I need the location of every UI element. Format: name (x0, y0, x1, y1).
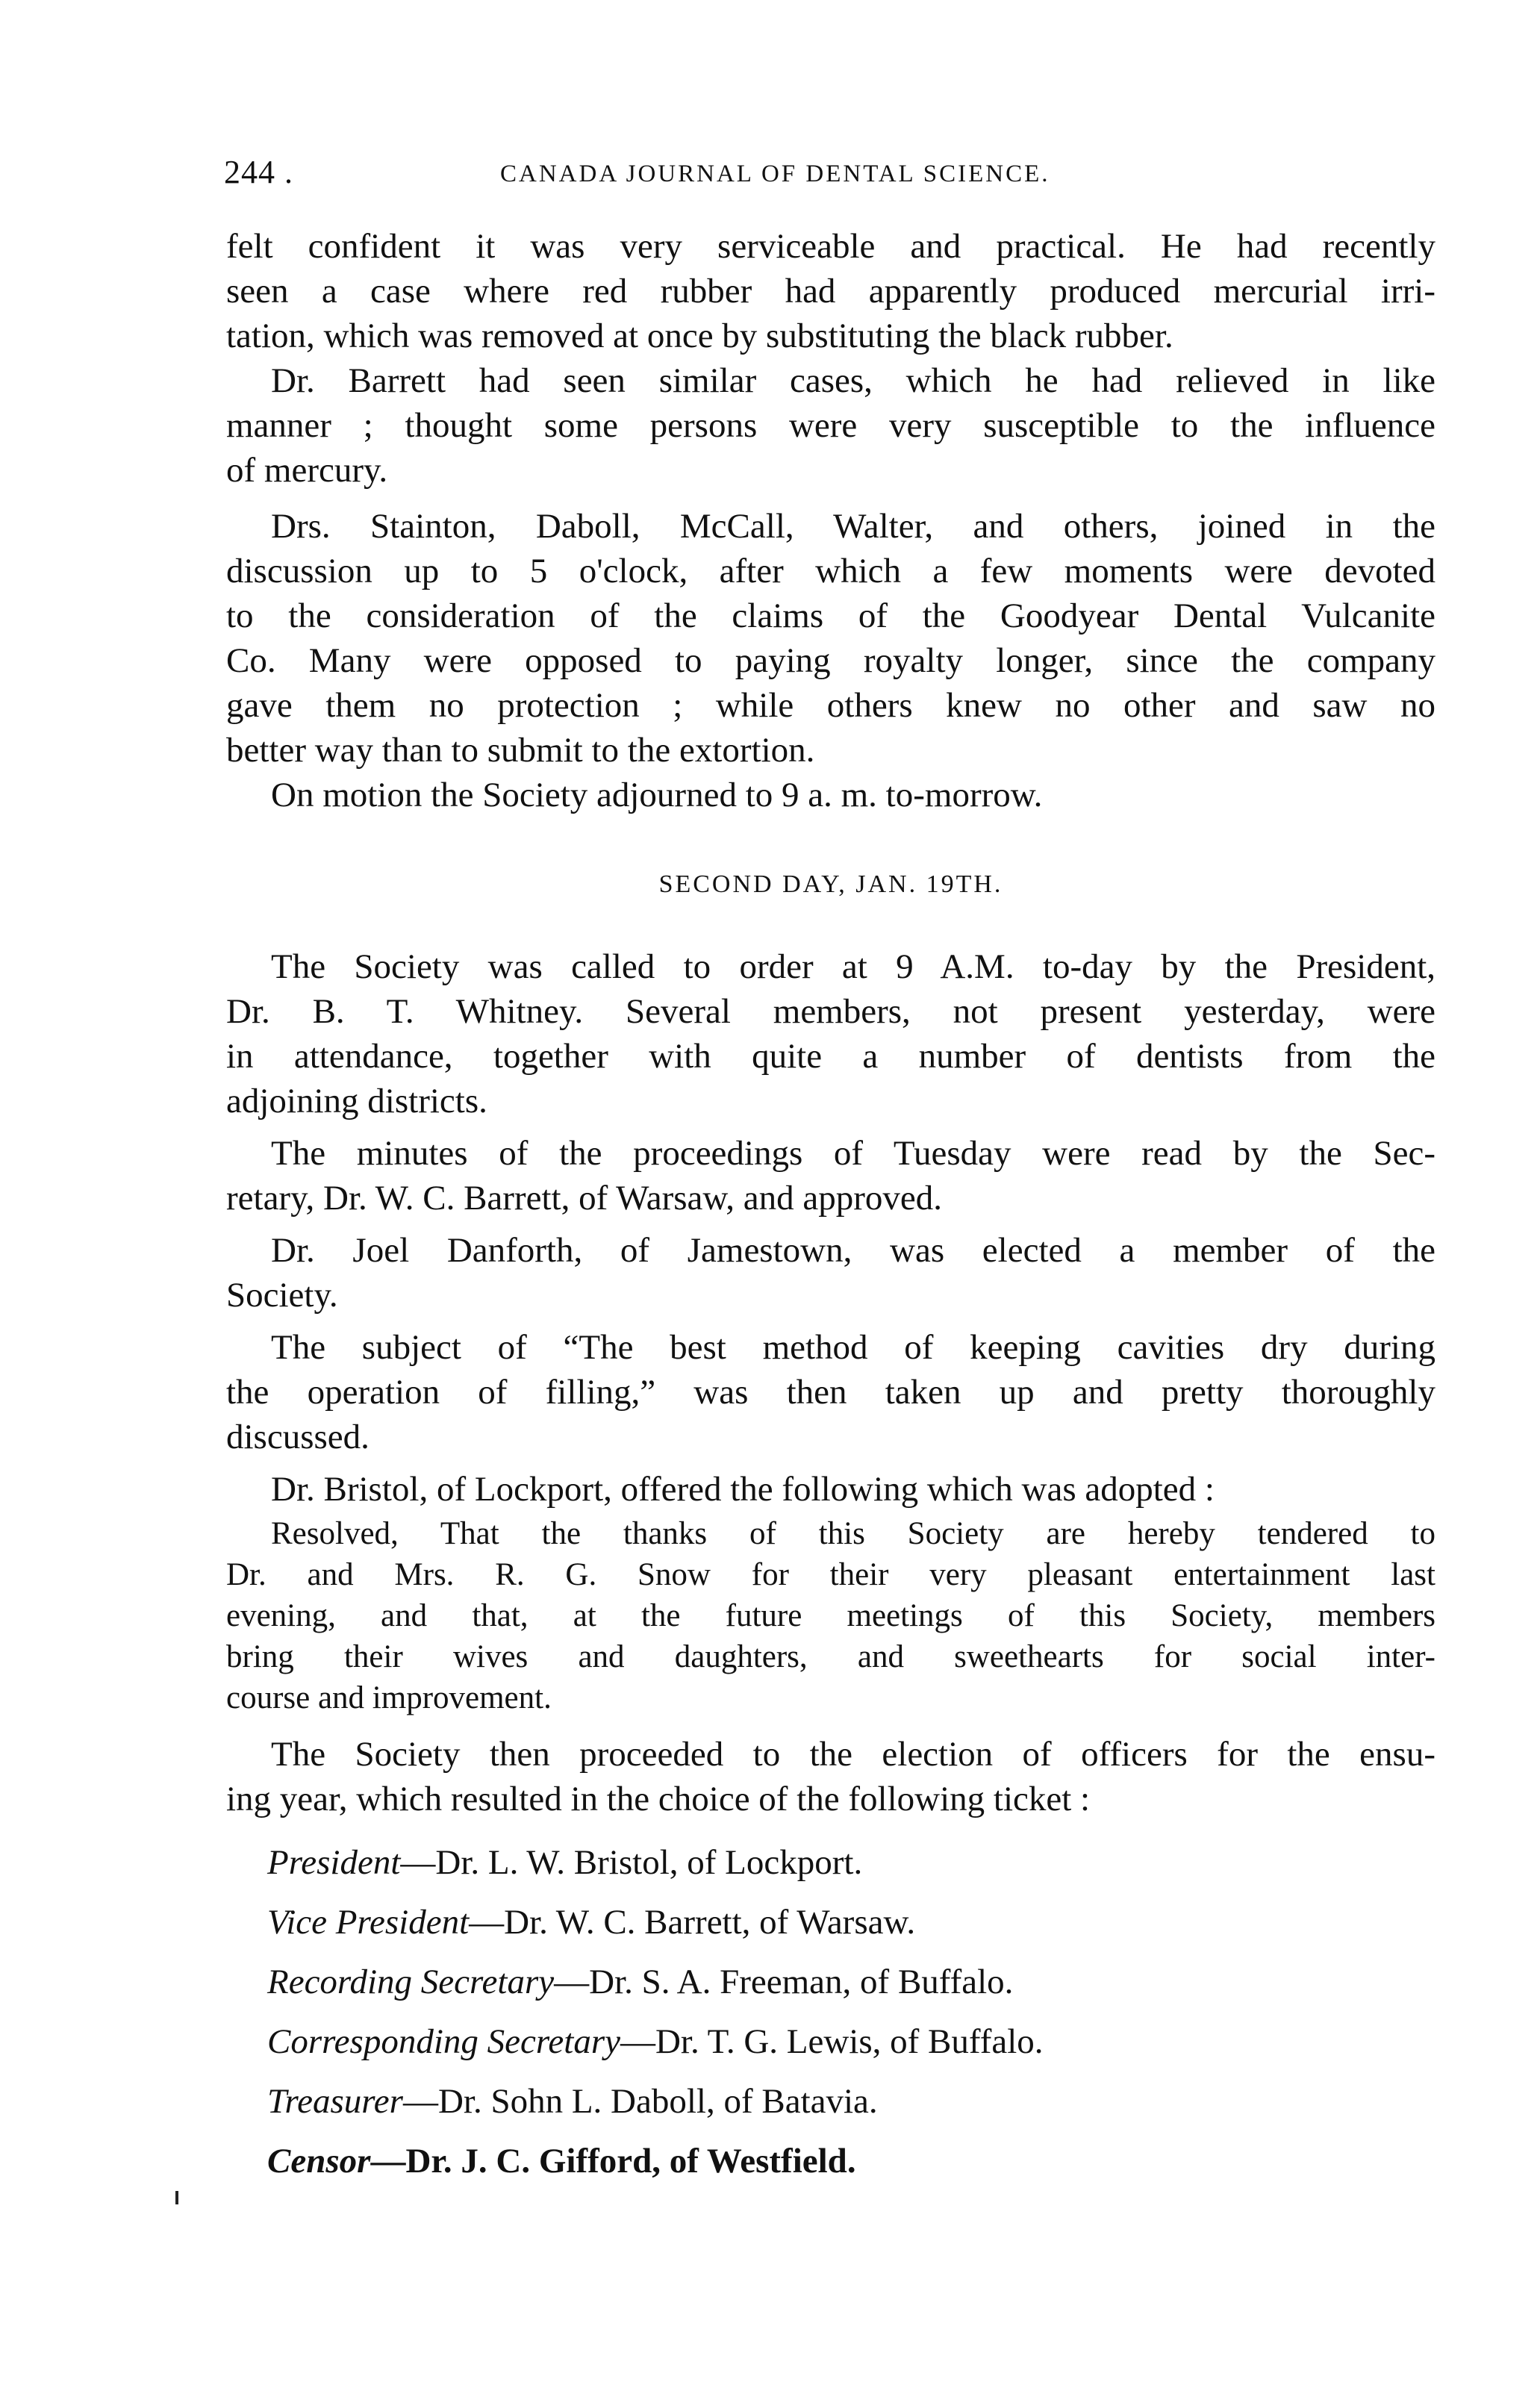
resolution-line: evening, and that, at the future meetings of this Society, members (226, 1598, 1435, 1633)
paragraph-line: discussed. (226, 1418, 370, 1456)
resolution-line: Dr. and Mrs. R. G. Snow for their very pleasant entertainment last (226, 1557, 1435, 1592)
paragraph-line: seen a case where red rubber had apparently produced mercurial irri- (226, 272, 1435, 311)
paragraph-line: in attendance, together with quite a number of dentists from the (226, 1037, 1435, 1076)
officer-entry (267, 2019, 1044, 2064)
paragraph-line: the operation of filling,” was then taken up and pretty thoroughly (226, 1373, 1435, 1412)
paragraph-line: Drs. Stainton, Daboll, McCall, Walter, and others, joined in the (271, 507, 1435, 546)
paragraph-line: Co. Many were opposed to paying royalty longer, since the company (226, 641, 1435, 680)
officer-role: Corresponding Secretary (267, 2022, 620, 2061)
margin-mark (175, 2191, 178, 2204)
paragraph-line: manner ; thought some persons were very susceptible to the influence (226, 406, 1435, 445)
paragraph-line: Society. (226, 1276, 338, 1315)
officer-entry (267, 1840, 862, 1885)
officer-role: Censor (267, 2142, 371, 2181)
section-heading: SECOND DAY, JAN. 19TH. (658, 870, 1003, 898)
officer-name: —Dr. L. W. Bristol, of Lockport. (400, 1843, 863, 1882)
paragraph-line: tation, which was removed at once by substituting the black rubber. (226, 317, 1173, 355)
paragraph-line: retary, Dr. W. C. Barrett, of Warsaw, and approved. (226, 1179, 943, 1218)
paragraph-line: Dr. B. T. Whitney. Several members, not present yesterday, were (226, 992, 1435, 1031)
officer-name: —Dr. T. G. Lewis, of Buffalo. (620, 2022, 1044, 2061)
officer-role: Recording Secretary (267, 1963, 555, 2001)
paragraph-line: The Society then proceeded to the election of officers for the ensu- (271, 1735, 1435, 1774)
paragraph-line: felt confident it was very serviceable and practical. He had recently (226, 227, 1435, 266)
paragraph-line: gave them no protection ; while others knew no other and saw no (226, 686, 1435, 725)
officer-name: —Dr. J. C. Gifford, of Westfield. (370, 2142, 856, 2181)
resolution-line: course and improvement. (226, 1680, 552, 1715)
paragraph-line: Dr. Barrett had seen similar cases, which he had relieved in like (271, 361, 1435, 400)
officer-entry (267, 2139, 856, 2184)
paragraph-line: The Society was called to order at 9 A.M. to-day by the President, (271, 947, 1435, 986)
paragraph-line: ing year, which resulted in the choice of the following ticket : (226, 1780, 1091, 1818)
running-head (224, 153, 1418, 205)
officer-entry (267, 2079, 878, 2124)
paragraph-line: The minutes of the proceedings of Tuesday were read by the Sec- (271, 1134, 1435, 1173)
officer-name: —Dr. S. A. Freeman, of Buffalo. (554, 1963, 1014, 2001)
journal-title: CANADA JOURNAL OF DENTAL SCIENCE. (500, 160, 1050, 187)
paragraph-line: The subject of “The best method of keeping cavities dry during (271, 1328, 1435, 1367)
paragraph-line: better way than to submit to the extortion. (226, 731, 815, 770)
officer-role: Vice President (267, 1903, 470, 1942)
paragraph-line: Dr. Joel Danforth, of Jamestown, was elected a member of the (271, 1231, 1435, 1270)
officer-entry (267, 1960, 1013, 2004)
officer-role: Treasurer (267, 2082, 403, 2121)
resolution-line: bring their wives and daughters, and sweethearts for social inter- (226, 1639, 1435, 1674)
officer-name: —Dr. W. C. Barrett, of Warsaw. (469, 1903, 916, 1942)
officer-name: —Dr. Sohn L. Daboll, of Batavia. (402, 2082, 878, 2121)
resolution-line: Resolved, That the thanks of this Society are hereby tendered to (271, 1516, 1435, 1551)
paragraph-line: discussion up to 5 o'clock, after which a few moments were devoted (226, 552, 1435, 590)
officer-role: President (267, 1843, 401, 1882)
page-number: 244 . (224, 154, 293, 190)
paragraph-line: to the consideration of the claims of the Goodyear Dental Vulcanite (226, 596, 1435, 635)
paragraph-line: Dr. Bristol, of Lockport, offered the following which was adopted : (271, 1470, 1215, 1509)
paragraph-line: On motion the Society adjourned to 9 a. m. to-morrow. (271, 776, 1043, 814)
paragraph-line: of mercury. (226, 451, 388, 490)
officer-entry (267, 1900, 915, 1945)
paragraph-line: adjoining districts. (226, 1082, 487, 1120)
